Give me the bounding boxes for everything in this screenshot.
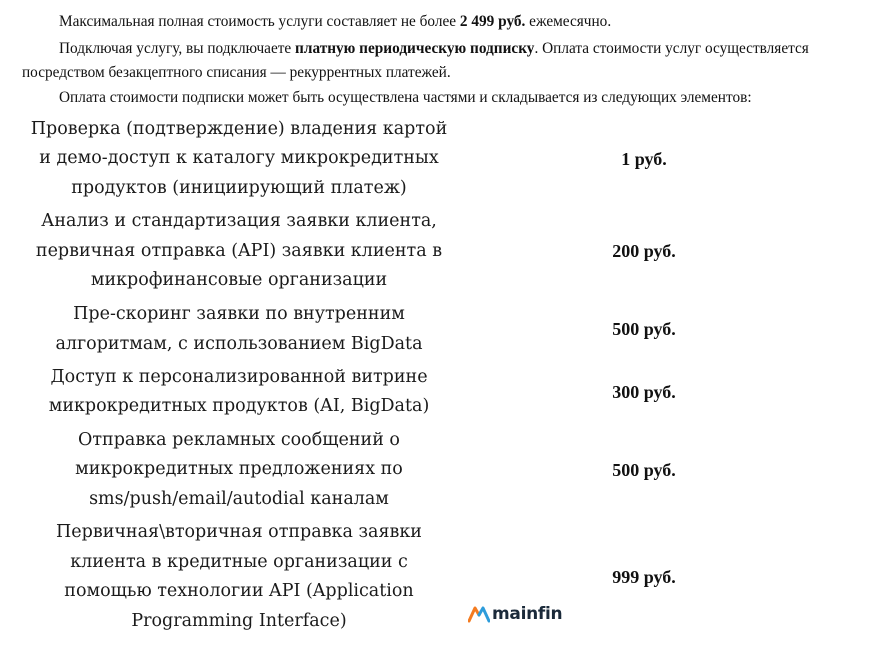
price-table	[24, 113, 764, 637]
table-row	[24, 361, 764, 423]
payment-parts-paragraph	[22, 86, 862, 110]
max-cost-amount: 2 499 руб.	[459, 13, 526, 30]
item-name: Первичная\вторичная отправка заявки клиента в кредитные организации с помощью технологии API (Application Programming Interface)	[56, 522, 422, 631]
max-cost-text: Максимальная полная стоимость услуги составляет не более	[59, 13, 460, 30]
item-price: 200 руб.	[612, 241, 676, 261]
mainfin-logo-text: mainfin	[492, 604, 563, 624]
subscription-bold: платную периодическую подписку	[295, 40, 535, 57]
mainfin-logo	[468, 604, 562, 624]
max-cost-paragraph	[22, 10, 862, 34]
subscription-end: . Оплата стоимости услуг осуществляется посредством безакцептного списания — рекуррентных платежей.	[22, 40, 809, 81]
subscription-text: Подключая услугу, вы подключаете	[59, 40, 296, 57]
item-price: 300 руб.	[612, 381, 676, 402]
table-row	[24, 298, 764, 361]
payment-parts-text: Оплата стоимости подписки может быть осуществлена частями и складывается из следующих элементов:	[59, 89, 752, 106]
max-cost-period: ежемесячно.	[525, 13, 612, 30]
table-row	[24, 517, 764, 637]
item-name: Анализ и стандартизация заявки клиента, первичная отправка (API) заявки клиента в микрофинансовые организации	[35, 211, 443, 291]
table-row	[24, 205, 764, 298]
subscription-paragraph	[22, 37, 862, 85]
item-name: Пре-скоринг заявки по внутренним алгоритмам, с использованием BigData	[55, 304, 423, 354]
table-row	[24, 423, 764, 517]
item-name: Проверка (подтверждение) владения картой и демо-доступ к каталогу микрокредитных продуктов (инициирующий платеж)	[30, 118, 448, 198]
item-price: 1 руб.	[621, 148, 667, 169]
table-row	[24, 113, 764, 205]
item-name: Отправка рекламных сообщений о микрокредитных предложениях по sms/push/email/autodial каналам	[75, 429, 403, 509]
mainfin-logo-icon	[468, 605, 490, 623]
item-name: Доступ к персонализированной витрине микрокредитных продуктов (AI, BigData)	[48, 366, 430, 416]
item-price: 500 руб.	[612, 319, 676, 339]
item-price: 500 руб.	[612, 459, 676, 480]
item-price: 999 руб.	[612, 566, 676, 587]
